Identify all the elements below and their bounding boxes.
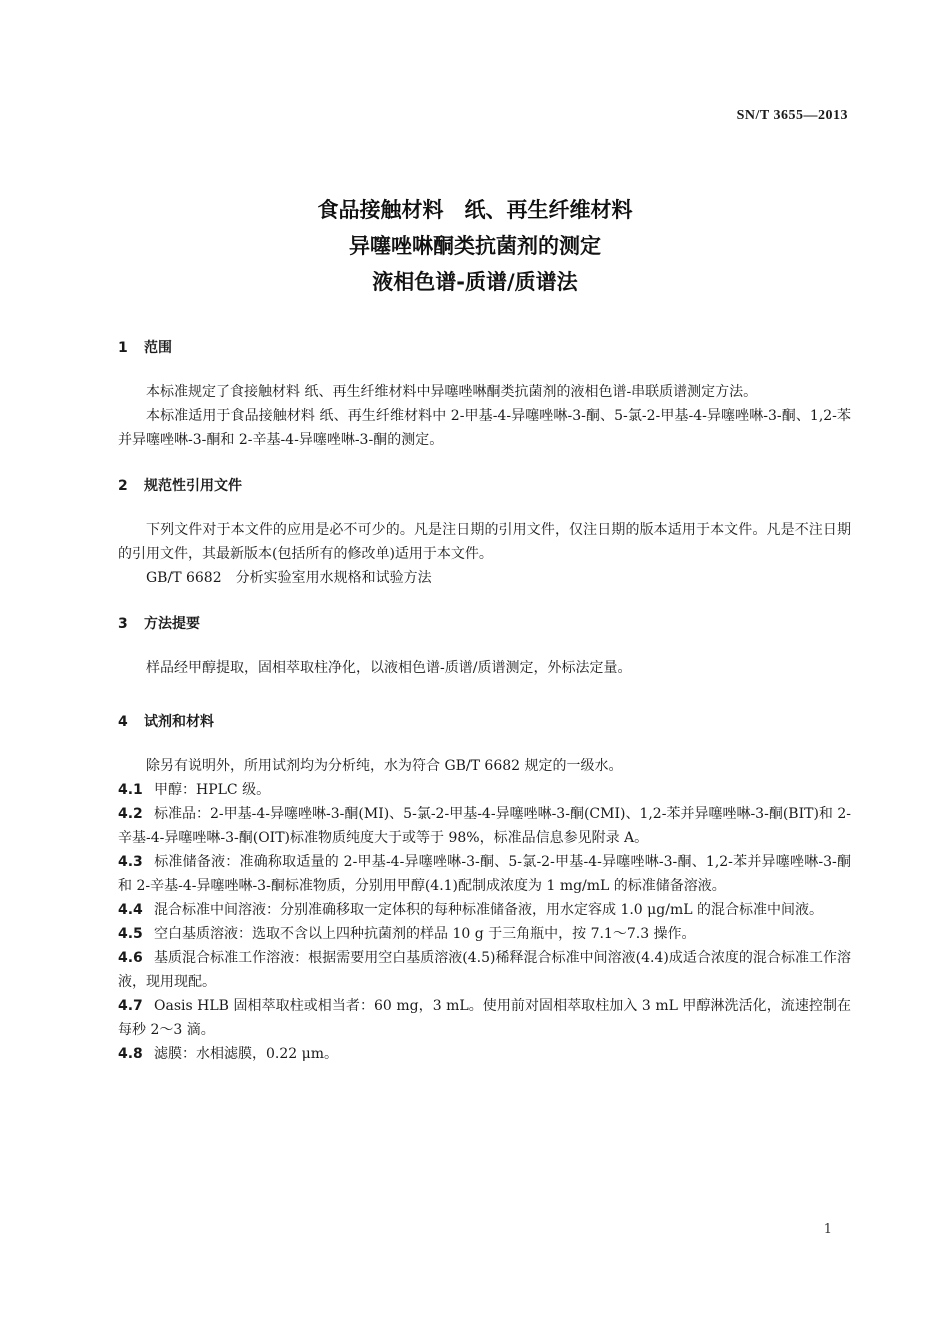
section-heading-scope [118, 336, 851, 360]
section-number: 3 [118, 616, 128, 632]
item-number: 4.2 [118, 806, 143, 822]
list-item [118, 850, 851, 898]
item-number: 4.5 [118, 926, 143, 942]
item-text: 甲醇：HPLC 级。 [154, 782, 271, 798]
section-number: 2 [118, 478, 128, 494]
item-number: 4.6 [118, 950, 143, 966]
section-heading-reagents [118, 710, 851, 734]
section-title: 规范性引用文件 [144, 478, 242, 494]
page-number: 1 [823, 1222, 832, 1237]
list-item [118, 898, 851, 922]
item-number: 4.8 [118, 1046, 143, 1062]
title-line-2: 异噻唑啉酮类抗菌剂的测定 [349, 234, 601, 258]
item-number: 4.3 [118, 854, 143, 870]
section-title: 方法提要 [144, 616, 200, 632]
item-number: 4.4 [118, 902, 143, 918]
paragraph: 样品经甲醇提取，固相萃取柱净化，以液相色谱-质谱/质谱测定，外标法定量。 [146, 660, 632, 676]
item-number: 4.7 [118, 998, 143, 1014]
item-text: Oasis HLB 固相萃取柱或相当者：60 mg，3 mL。使用前对固相萃取柱加入 3 mL 甲醇淋洗活化，流速控制在每秒 2～3 滴。 [118, 998, 851, 1038]
paragraph: 下列文件对于本文件的应用是必不可少的。凡是注日期的引用文件，仅注日期的版本适用于本文件。凡是不注日期的引用文件，其最新版本(包括所有的修改单)适用于本文件。 [118, 522, 851, 562]
section-title: 试剂和材料 [144, 714, 214, 730]
paragraph: 除另有说明外，所用试剂均为分析纯，水为符合 GB/T 6682 规定的一级水。 [146, 758, 623, 774]
item-text: 基质混合标准工作溶液：根据需要用空白基质溶液(4.5)稀释混合标准中间溶液(4.4)成适合浓度的混合标准工作溶液，现用现配。 [118, 950, 851, 990]
title-line-3: 液相色谱-质谱/质谱法 [372, 270, 578, 294]
item-text: 标准储备液：准确称取适量的 2-甲基-4-异噻唑啉-3-酮、5-氯-2-甲基-4-异噻唑啉-3-酮、1,2-苯并异噻唑啉-3-酮和 2-辛基-4-异噻唑啉-3-酮标准物质，分别用甲醇(4.1)配制成浓度为 1 mg/mL 的标准储备溶液。 [118, 854, 851, 894]
section-heading-normative-references [118, 474, 851, 498]
item-text: 标准品：2-甲基-4-异噻唑啉-3-酮(MI)、5-氯-2-甲基-4-异噻唑啉-3-酮(CMI)、1,2-苯并异噻唑啉-3-酮(BIT)和 2-辛基-4-异噻唑啉-3-酮(OIT)标准物质纯度大于或等于 98%，标准品信息参见附录 A。 [118, 806, 851, 846]
reference-entry: GB/T 6682 分析实验室用水规格和试验方法 [146, 570, 432, 586]
paragraph: 本标准规定了食接触材料 纸、再生纤维材料中异噻唑啉酮类抗菌剂的液相色谱-串联质谱测定方法。 [146, 384, 758, 400]
title-line-1: 食品接触材料 纸、再生纤维材料 [317, 198, 633, 222]
list-item [118, 994, 851, 1042]
section-title: 范围 [144, 340, 172, 356]
document-title [0, 192, 950, 300]
item-number: 4.1 [118, 782, 143, 798]
section-number: 4 [118, 714, 128, 730]
item-text: 混合标准中间溶液：分别准确移取一定体积的每种标准储备液，用水定容成 1.0 μg/mL 的混合标准中间液。 [154, 902, 823, 918]
standard-code: SN/T 3655—2013 [736, 108, 848, 123]
paragraph: 本标准适用于食品接触材料 纸、再生纤维材料中 2-甲基-4-异噻唑啉-3-酮、5-氯-2-甲基-4-异噻唑啉-3-酮、1,2-苯并异噻唑啉-3-酮和 2-辛基-4-异噻唑啉-3-酮的测定。 [118, 408, 851, 448]
item-text: 空白基质溶液：选取不含以上四种抗菌剂的样品 10 g 于三角瓶中，按 7.1～7.3 操作。 [154, 926, 696, 942]
document-body [118, 336, 851, 1066]
list-item [118, 778, 851, 802]
list-item [118, 1042, 851, 1066]
item-text: 滤膜：水相滤膜，0.22 μm。 [154, 1046, 338, 1062]
list-item [118, 802, 851, 850]
list-item [118, 946, 851, 994]
section-heading-method-summary [118, 612, 851, 636]
section-number: 1 [118, 340, 128, 356]
list-item [118, 922, 851, 946]
